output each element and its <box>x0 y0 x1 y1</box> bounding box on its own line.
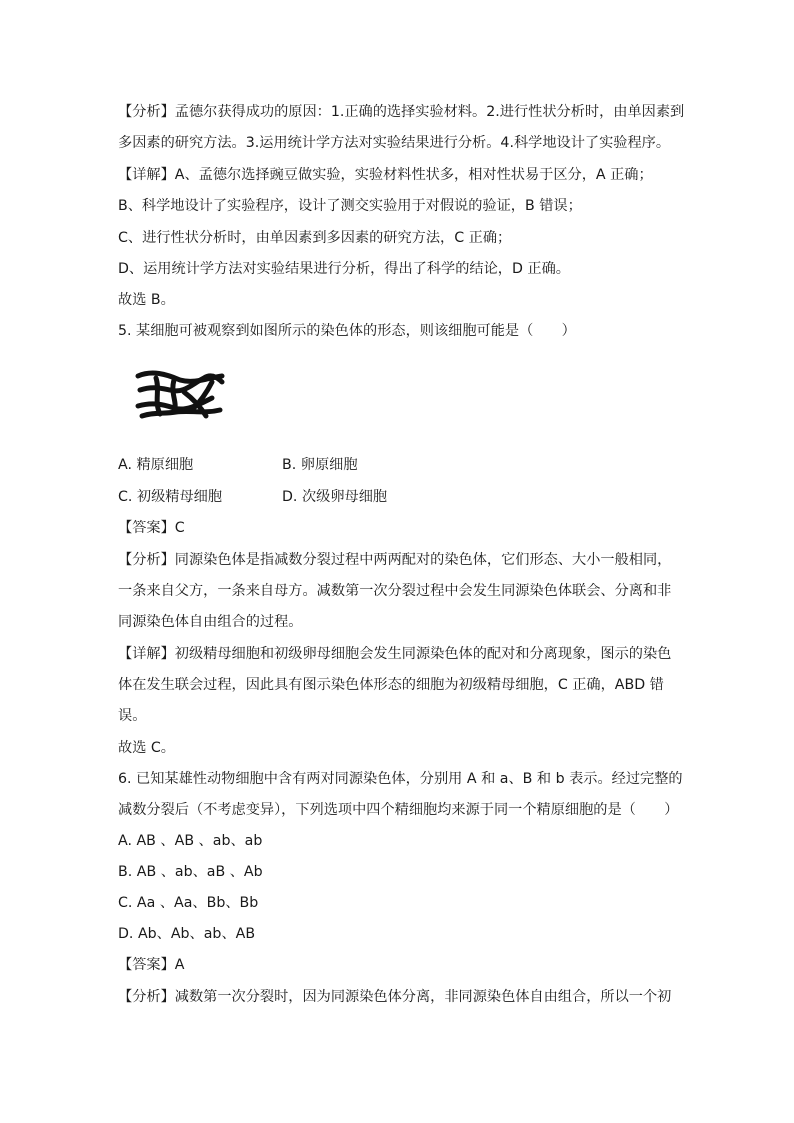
chromosome-synapsis-figure <box>130 364 230 424</box>
q5-detail-line-3: 误。 <box>118 708 147 724</box>
q4-detail-b: B、科学地设计了实验程序，设计了测交实验用于对假说的验证，B 错误； <box>118 198 582 214</box>
q6-analysis-line-1: 【分析】减数第一次分裂时，因为同源染色体分离，非同源染色体自由组合，所以一个初 <box>118 989 672 1005</box>
q5-analysis-line-3: 同源染色体自由组合的过程。 <box>118 614 303 630</box>
q5-choice: 故选 C。 <box>118 740 175 756</box>
q5-analysis-line-2: 一条来自父方，一条来自母方。减数第一次分裂过程中会发生同源染色体联会、分离和非 <box>118 583 672 599</box>
chromosome-strand <box>173 380 175 412</box>
q4-detail-c: C、进行性状分析时，由单因素到多因素的研究方法，C 正确； <box>118 230 512 246</box>
q6-option-c: C. Aa 、Aa、Bb、Bb <box>118 895 259 911</box>
q5-option-b: B. 卵原细胞 <box>282 457 358 473</box>
q5-option-a: A. 精原细胞 <box>118 457 194 473</box>
q6-stem-line-1: 6. 已知某雄性动物细胞中含有两对同源染色体，分别用 A 和 a、B 和 b 表示。经过完整的 <box>118 771 683 787</box>
q5-answer: 【答案】C <box>118 520 185 536</box>
q6-option-b: B. AB 、ab、aB 、Ab <box>118 864 263 880</box>
q5-detail-line-2: 体在发生联会过程，因此具有图示染色体形态的细胞为初级精母细胞，C 正确，ABD 错 <box>118 677 664 693</box>
q5-analysis-line-1: 【分析】同源染色体是指减数分裂过程中两两配对的染色体，它们形态、大小一般相同， <box>118 552 672 568</box>
q4-analysis-line-1: 【分析】孟德尔获得成功的原因：1.正确的选择实验材料。2.进行性状分析时，由单因素到 <box>118 104 685 120</box>
q4-analysis-line-2: 多因素的研究方法。3.运用统计学方法对实验结果进行分析。4.科学地设计了实验程序。 <box>118 135 671 151</box>
q6-answer: 【答案】A <box>118 957 185 973</box>
q5-option-c: C. 初级精母细胞 <box>118 489 223 505</box>
q6-option-a: A. AB 、AB 、ab、ab <box>118 833 263 849</box>
q4-detail-d: D、运用统计学方法对实验结果进行分析，得出了科学的结论，D 正确。 <box>118 261 570 277</box>
q4-detail-a: 【详解】A、孟德尔选择豌豆做实验，实验材料性状多，相对性状易于区分，A 正确； <box>118 167 653 183</box>
q5-option-d: D. 次级卵母细胞 <box>282 489 388 505</box>
q4-choice: 故选 B。 <box>118 292 175 308</box>
q5-stem: 5. 某细胞可被观察到如图所示的染色体的形态，则该细胞可能是（ ） <box>118 323 576 339</box>
q6-stem-line-2: 减数分裂后（不考虑变异），下列选项中四个精细胞均来源于同一个精原细胞的是（ ） <box>118 802 679 818</box>
q6-option-d: D. Ab、Ab、ab、AB <box>118 926 256 942</box>
chromosome-strand <box>156 378 160 414</box>
q5-detail-line-1: 【详解】初级精母细胞和初级卵母细胞会发生同源染色体的配对和分离现象，图示的染色 <box>118 646 672 662</box>
